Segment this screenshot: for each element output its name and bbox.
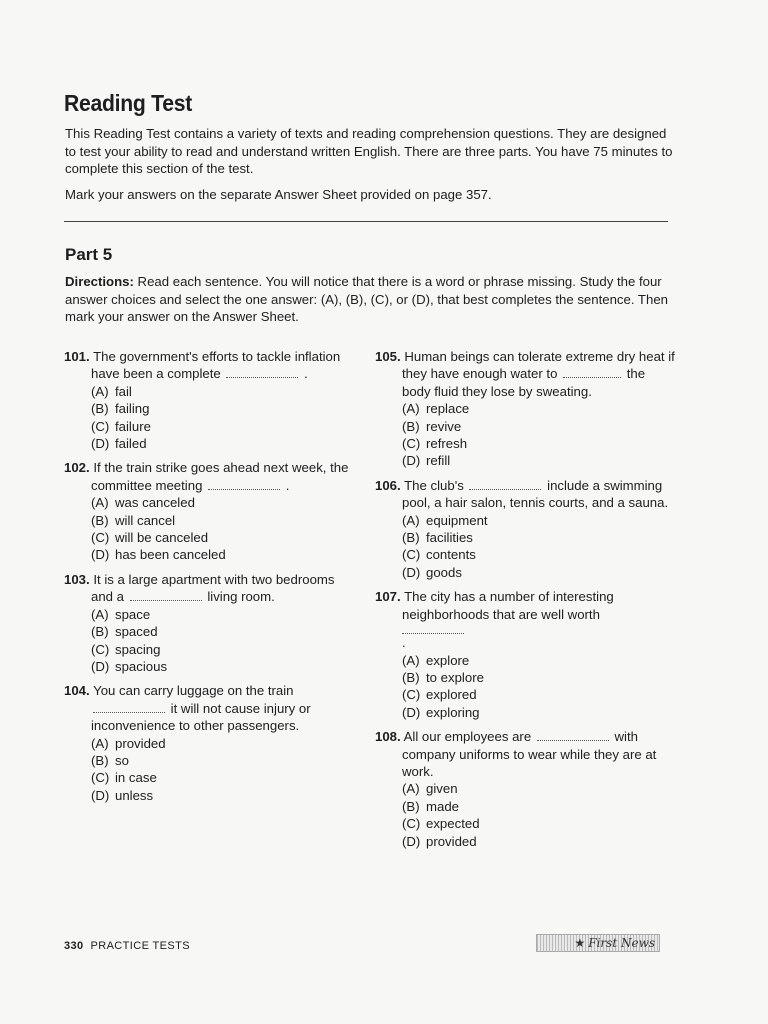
option: (B) made xyxy=(402,798,459,814)
question-text-end: . xyxy=(402,635,406,651)
question-number: 105. xyxy=(375,349,401,364)
question-number: 106. xyxy=(375,477,401,493)
publisher-logo-text: First News xyxy=(588,936,655,950)
question-number: 108. xyxy=(375,729,401,745)
answer-blank xyxy=(93,703,165,713)
question-text-end: with company uniforms to wear while they are at work. xyxy=(402,729,657,779)
question-text-end: the body fluid they lose by sweating. xyxy=(402,366,646,399)
question-text: You can carry luggage on the train xyxy=(93,683,294,699)
question-102 xyxy=(64,459,354,563)
option: (D) failed xyxy=(91,436,147,452)
option: (D) has been canceled xyxy=(91,547,226,563)
question-104 xyxy=(64,682,354,804)
question-number: 103. xyxy=(64,571,90,587)
option: (B) facilities xyxy=(402,530,473,546)
part-title: Part 5 xyxy=(65,245,113,264)
option: (D) refill xyxy=(402,453,451,469)
question-text: It is a large apartment with two bedrooms and a xyxy=(91,571,335,605)
question-101 xyxy=(64,348,354,452)
intro-paragraph: Mark your answers on the separate Answer Sheet provided on page 357. xyxy=(65,186,492,202)
answer-blank xyxy=(130,591,202,601)
question-number: 107. xyxy=(375,589,401,605)
option: (D) exploring xyxy=(402,704,480,720)
option: (B) revive xyxy=(402,418,462,434)
option: (A) replace xyxy=(402,401,470,417)
option: (A) space xyxy=(91,606,151,622)
directions-text: Read each sentence. You will notice that there is a word or phrase missing. Study the four answer choices and select the one answer: (A), (B), (C), or (D), that best completes the sentence. Then mark your answer on the Answer Sheet. xyxy=(65,274,668,324)
divider xyxy=(64,221,668,222)
directions xyxy=(65,273,675,326)
page-number: 330 xyxy=(64,940,84,952)
question-text: All our employees are xyxy=(403,729,532,745)
answer-blank xyxy=(208,480,280,490)
question-number: 101. xyxy=(64,349,90,364)
question-text-end: it will not cause injury or inconvenience to other passengers. xyxy=(91,700,311,734)
question-108 xyxy=(375,728,675,850)
option: (C) refresh xyxy=(402,436,468,452)
option: (D) provided xyxy=(402,833,477,849)
question-105 xyxy=(375,348,675,470)
section-label: PRACTICE TESTS xyxy=(90,940,191,952)
intro-paragraph: This Reading Test contains a variety of texts and reading comprehension questions. They are designed to test your ability to read and understand written English. There are three parts. You have 75 minutes to complete this section of the test. xyxy=(65,126,673,176)
answer-blank xyxy=(537,731,609,741)
question-text-end: include a swimming pool, a hair salon, tennis courts, and a sauna. xyxy=(402,477,669,511)
option: (A) fail xyxy=(91,383,132,399)
option: (A) provided xyxy=(91,735,166,751)
answer-blank xyxy=(563,368,621,378)
question-103 xyxy=(64,571,354,675)
question-text: The club's xyxy=(404,477,464,493)
option: (C) explored xyxy=(402,687,477,703)
option: (B) so xyxy=(91,752,129,768)
publisher-logo xyxy=(536,934,660,952)
option: (C) failure xyxy=(91,418,151,434)
questions-right-column xyxy=(375,348,675,857)
question-107 xyxy=(375,588,675,721)
option: (A) equipment xyxy=(402,512,488,528)
answer-blank xyxy=(469,480,541,490)
option: (C) spacing xyxy=(91,641,161,657)
questions-left-column xyxy=(64,348,354,811)
option: (D) unless xyxy=(91,787,154,803)
option: (C) in case xyxy=(91,770,157,786)
question-text-end: . xyxy=(282,477,290,493)
option: (B) will cancel xyxy=(91,512,176,528)
option: (A) explore xyxy=(402,652,470,668)
option: (B) failing xyxy=(91,401,150,417)
directions-label: Directions: xyxy=(65,274,134,289)
question-text: The government's efforts to tackle inflation have been a complete xyxy=(91,349,341,382)
question-text-end: . xyxy=(300,366,308,382)
option: (C) will be canceled xyxy=(91,530,209,546)
question-text: The city has a number of interesting neighborhoods that are well worth xyxy=(402,589,614,622)
page-footer xyxy=(64,940,190,952)
star-icon: ★ xyxy=(574,936,586,950)
question-106 xyxy=(375,477,675,581)
option: (D) goods xyxy=(402,564,462,580)
question-text-end: living room. xyxy=(203,589,275,605)
option: (C) expected xyxy=(402,816,480,832)
question-text: If the train strike goes ahead next week, the committee meeting xyxy=(91,460,349,493)
option: (D) spacious xyxy=(91,658,168,674)
answer-blank xyxy=(226,368,298,378)
option: (A) given xyxy=(402,781,458,797)
option: (C) contents xyxy=(402,547,476,563)
option: (B) spaced xyxy=(91,624,158,640)
page-title: Reading Test xyxy=(64,90,192,116)
option: (A) was canceled xyxy=(91,495,195,511)
answer-blank xyxy=(402,623,464,634)
question-number: 102. xyxy=(64,460,90,476)
question-text: Human beings can tolerate extreme dry heat if they have enough water to xyxy=(402,349,675,382)
question-number: 104. xyxy=(64,683,90,699)
option: (B) to explore xyxy=(402,669,484,685)
intro xyxy=(65,125,675,211)
